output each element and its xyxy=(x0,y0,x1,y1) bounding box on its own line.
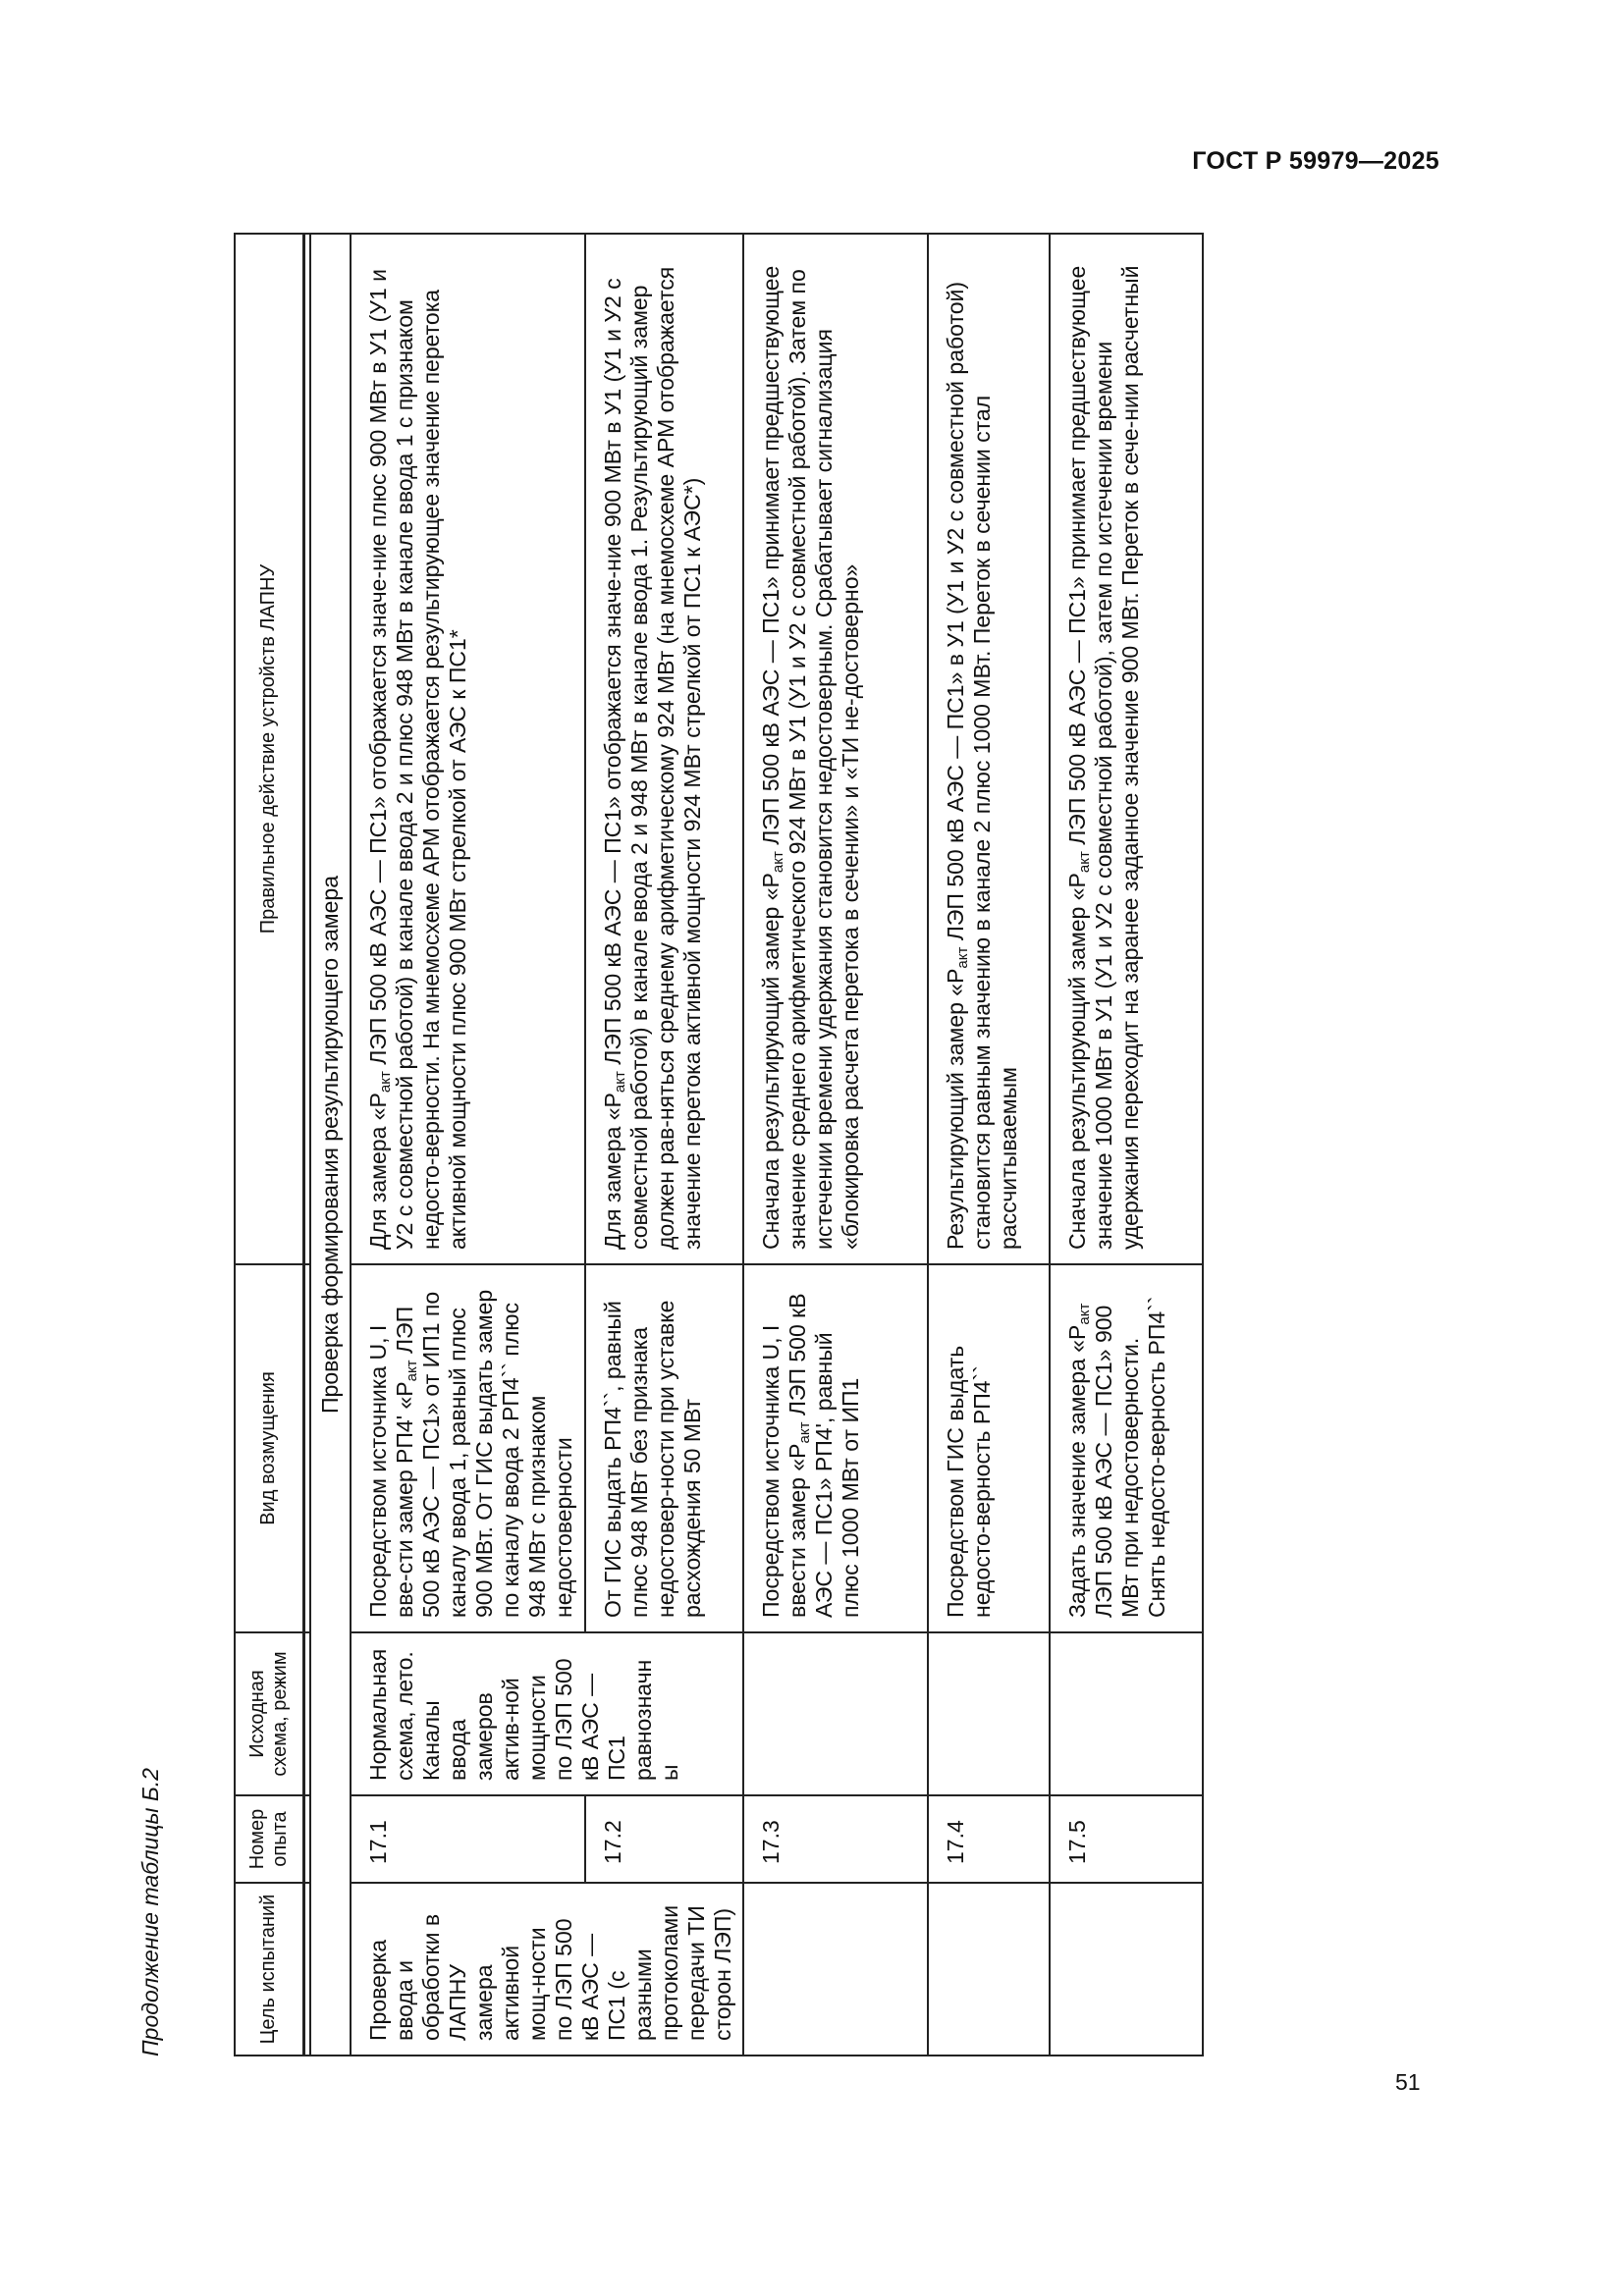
rotated-table-page xyxy=(126,235,1174,2056)
header-scheme: Исходная схема, режим xyxy=(235,1632,303,1795)
goal-cell-empty xyxy=(743,1883,928,2056)
goal-cell-empty xyxy=(928,1883,1050,2056)
disturbance-cell: Задать значение замера «$P_{акт}$ ЛЭП 500 кВ АЭС — ПС1» 900 МВт при недостоверности. Снять недосто-верность РП4`` xyxy=(1050,1264,1203,1632)
section-title: Проверка формирования результирующего замера xyxy=(310,234,351,2056)
goal-cell: Проверка ввода и обработки в ЛАПНУ замера активной мощ-ности по ЛЭП 500 кВ АЭС — ПС1 (с разными протоколами передачи ТИ сторон ЛЭП) xyxy=(351,1883,743,2056)
scheme-cell: Нормальная схема, лето. Каналы ввода замеров актив-ной мощности по ЛЭП 500 кВ АЭС — ПС1 равнозначны xyxy=(351,1632,743,1795)
scheme-cell-empty xyxy=(928,1632,1050,1795)
goal-cell-empty xyxy=(1050,1883,1203,2056)
header-goal: Цель испытаний xyxy=(235,1883,303,2056)
disturbance-cell: От ГИС выдать РП4``, равный плюс 948 МВт без признака недостовер-ности при уставке расхождения 50 МВт xyxy=(585,1264,743,1632)
action-cell: Результирующий замер «$P_{акт}$ ЛЭП 500 кВ АЭС — ПС1» в У1 (У1 и У2 с совместной работой) становится равным значению в канале 2 плюс 1000 МВт. Переток в сечении стал рассчитываемым xyxy=(928,234,1050,1264)
table-row xyxy=(928,234,1050,2056)
table-caption: Продолжение таблицы Б.2 xyxy=(137,1768,163,2056)
section-row xyxy=(310,234,351,2056)
row-number: 17.2 xyxy=(585,1795,743,1883)
disturbance-cell: Посредством ГИС выдать недосто-верность РП4`` xyxy=(928,1264,1050,1632)
row-number: 17.1 xyxy=(351,1795,585,1883)
document-code: ГОСТ Р 59979—2025 xyxy=(1192,147,1439,175)
header-number: Номер опыта xyxy=(235,1795,303,1883)
header-disturbance: Вид возмущения xyxy=(235,1264,303,1632)
scheme-cell-empty xyxy=(743,1632,928,1795)
page-number: 51 xyxy=(1395,2069,1421,2095)
test-table xyxy=(234,233,1204,2056)
action-cell: Для замера «$P_{акт}$ ЛЭП 500 кВ АЭС — ПС1» отображается значе-ние 900 МВт в У1 (У1 и У2 с совместной работой) в канале ввода 2 и 948 МВт в канале ввода 1. Результирующий замер должен рав-няться среднему арифметическому 924 МВт (на мнемосхеме АРМ отображается значение перетока активной мощности 924 МВт стрелкой от ПС1 к АЭС*) xyxy=(585,234,743,1264)
table-header-row xyxy=(235,234,303,2056)
row-number: 17.5 xyxy=(1050,1795,1203,1883)
row-number: 17.3 xyxy=(743,1795,928,1883)
action-cell: Сначала результирующий замер «$P_{акт}$ ЛЭП 500 кВ АЭС — ПС1» принимает предшествующее значение среднего арифметического 924 МВт в У1 (У1 и У2 с совместной работой). Затем по истечении времени удержания становится недостоверным. Срабатывает сигнализация «блокировка расчета перетока в сечении» и «ТИ не-достоверно» xyxy=(743,234,928,1264)
header-action: Правильное действие устройств ЛАПНУ xyxy=(235,234,303,1264)
table-row xyxy=(1050,234,1203,2056)
table-row xyxy=(351,234,585,2056)
disturbance-cell: Посредством источника U, I ввести замер «$P_{акт}$ ЛЭП 500 кВ АЭС — ПС1» РП4', равный плюс 1000 МВт от ИП1 xyxy=(743,1264,928,1632)
scheme-cell-empty xyxy=(1050,1632,1203,1795)
disturbance-cell: Посредством источника U, I вве-сти замер РП4' «$P_{акт}$ ЛЭП 500 кВ АЭС — ПС1» от ИП1 по каналу ввода 1, равный плюс 900 МВт. От ГИС выдать замер по каналу ввода 2 РП4`` плюс 948 МВт с признаком недостоверности xyxy=(351,1264,585,1632)
action-cell: Для замера «$P_{акт}$ ЛЭП 500 кВ АЭС — ПС1» отображается значе-ние плюс 900 МВт в У1 (У1 и У2 с совместной работой) в канале ввода 2 и плюс 948 МВт в канале ввода 1 с признаком недосто-верности. На мнемосхеме АРМ отображается результирующее значение перетока активной мощности плюс 900 МВт стрелкой от АЭС к ПС1* xyxy=(351,234,585,1264)
row-number: 17.4 xyxy=(928,1795,1050,1883)
action-cell: Сначала результирующий замер «$P_{акт}$ ЛЭП 500 кВ АЭС — ПС1» принимает предшествующее значение 1000 МВт в У1 (У1 и У2 с совместной работой), затем по истечении времени удержания переходит на заранее заданное значение 900 МВт. Переток в сече-нии расчетный xyxy=(1050,234,1203,1264)
table-row xyxy=(743,234,928,2056)
